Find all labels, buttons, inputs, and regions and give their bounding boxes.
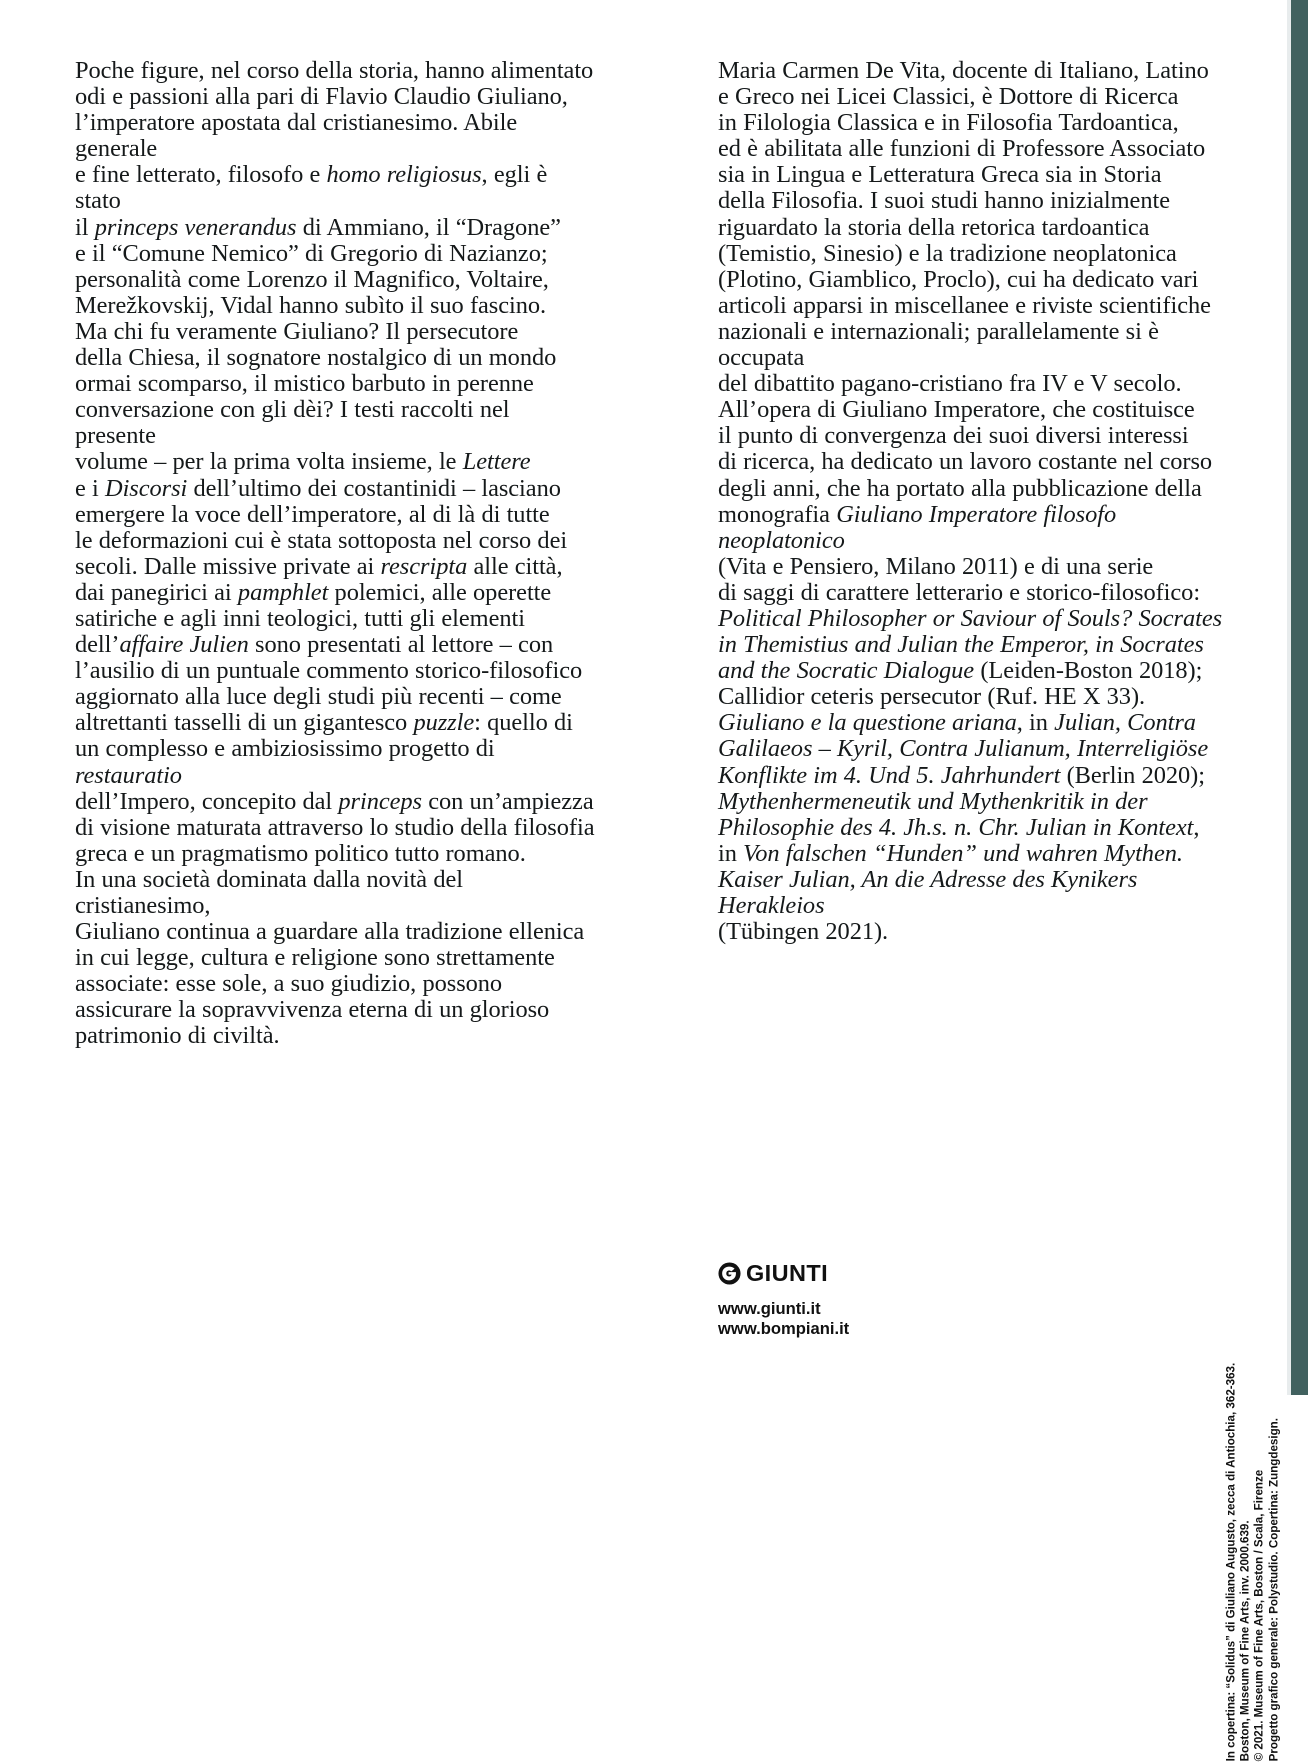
author-bio-line: di saggi di carattere letterario e storico-filosofico: <box>718 578 1201 606</box>
italic-title: Lettere <box>462 448 531 476</box>
blurb-line: associate: esse sole, a suo giudizio, possono <box>75 970 503 998</box>
author-bio-column <box>718 58 1238 945</box>
publisher-name: GIUNTI <box>746 1260 829 1286</box>
blurb-line: il princeps venerandus di Ammiano, il “Dragone” <box>75 213 561 241</box>
italic-title: princeps <box>338 787 422 815</box>
author-bio-line: (Tübingen 2021). <box>718 918 889 946</box>
cover-credits <box>1225 1363 1282 1762</box>
author-bio-line: Konflikte im 4. Und 5. Jahrhundert (Berlin 2020); <box>718 761 1205 789</box>
blurb-line: della Chiesa, il sognatore nostalgico di un mondo <box>75 344 557 372</box>
blurb-line: ormai scomparso, il mistico barbuto in perenne <box>75 370 534 398</box>
blurb-line: conversazione con gli dèi? I testi raccolti nel presente <box>75 396 510 450</box>
italic-title: rescripta <box>380 552 468 580</box>
publisher-logo-row <box>718 1262 849 1286</box>
blurb-text <box>75 58 595 1050</box>
blurb-line: secoli. Dalle missive private ai rescripta alle città, <box>75 552 563 580</box>
author-bio-line: monografia Giuliano Imperatore filosofo neoplatonico <box>718 500 1117 554</box>
author-bio-line: in Von falschen “Hunden” und wahren Mythen. <box>718 839 1183 867</box>
blurb-line: emergere la voce dell’imperatore, al di là di tutte <box>75 500 550 528</box>
blurb-line: personalità come Lorenzo il Magnifico, Voltaire, <box>75 265 549 293</box>
author-bio-line <box>718 606 1238 632</box>
author-bio-line: il punto di convergenza dei suoi diversi interessi <box>718 422 1189 450</box>
blurb-line: Giuliano continua a guardare alla tradizione ellenica <box>75 918 585 946</box>
credits-line: Boston, Museum of Fine Arts, inv. 2000.639. <box>1239 1520 1253 1762</box>
spine-edge-strip <box>1291 0 1308 1395</box>
author-bio-line: (Plotino, Giamblico, Proclo), cui ha dedicato vari <box>718 265 1199 293</box>
blurb-line: Poche figure, nel corso della storia, hanno alimentato <box>75 57 594 84</box>
author-bio-line: Philosophie des 4. Jh.s. n. Chr. Julian in Kontext, <box>718 813 1200 841</box>
italic-title: Discorsi <box>105 474 188 502</box>
italic-title: affaire Julien <box>119 631 249 659</box>
author-bio-line: and the Socratic Dialogue (Leiden-Boston 2018); <box>718 657 1203 685</box>
blurb-line: e il “Comune Nemico” di Gregorio di Nazianzo; <box>75 239 548 267</box>
italic-title: restauratio <box>75 761 182 789</box>
blurb-line: Ma chi fu veramente Giuliano? Il persecutore <box>75 317 519 345</box>
italic-title: princeps venerandus <box>94 213 297 241</box>
credits-line: In copertina: “Solidus” di Giuliano Augusto, zecca di Antiochia, 362-363. <box>1225 1363 1239 1762</box>
blurb-line: satiriche e agli inni teologici, tutti gli elementi <box>75 604 525 632</box>
italic-title: puzzle <box>413 709 475 737</box>
blurb-line: in cui legge, cultura e religione sono strettamente <box>75 944 555 972</box>
author-bio-line <box>718 867 1238 919</box>
blurb-line: di visione maturata attraverso lo studio della filosofia <box>75 813 595 841</box>
blurb-line: Merežkovskij, Vidal hanno subìto il suo fascino. <box>75 291 547 319</box>
author-bio-line: della Filosofia. I suoi studi hanno inizialmente <box>718 187 1170 215</box>
publisher-url[interactable]: www.giunti.it <box>718 1298 821 1318</box>
italic-title: Philosophie des 4. Jh.s. n. Chr. Julian in Kontext <box>718 813 1194 841</box>
author-bio-line: sia in Lingua e Letteratura Greca sia in Storia <box>718 161 1162 189</box>
author-bio-line: di ricerca, ha dedicato un lavoro costante nel corso <box>718 448 1213 476</box>
credits-line: © 2021. Museum of Fine Arts, Boston / Scala, Firenze <box>1253 1469 1267 1762</box>
blurb-line: assicurare la sopravvivenza eterna di un glorioso <box>75 996 550 1024</box>
italic-title: Giuliano Imperatore filosofo neoplatonico <box>718 500 1117 554</box>
blurb-line: dell’affaire Julien sono presentati al lettore – con <box>75 631 554 659</box>
author-bio-line <box>718 632 1238 658</box>
author-bio-line <box>718 789 1238 815</box>
blurb-line: volume – per la prima volta insieme, le Lettere <box>75 448 531 476</box>
blurb-line: dell’Impero, concepito dal princeps con un’ampiezza <box>75 787 594 815</box>
italic-title: pamphlet <box>237 578 329 606</box>
author-bio-line: riguardato la storia della retorica tardoantica <box>718 213 1150 241</box>
author-bio-line: (Temistio, Sinesio) e la tradizione neoplatonica <box>718 239 1177 267</box>
cover-credits-text <box>1225 1363 1282 1762</box>
publisher-urls <box>718 1299 849 1340</box>
author-bio-line: Giuliano e la questione ariana, in Julian, Contra <box>718 709 1196 737</box>
author-bio-line: e Greco nei Licei Classici, è Dottore di Ricerca <box>718 83 1179 111</box>
credits-line: Progetto grafico generale: Polystudio. Copertina: Zungdesign. <box>1267 1418 1281 1762</box>
italic-title: Galilaeos – Kyril, Contra Julianum, Interreligiöse <box>718 735 1209 763</box>
author-bio-line: del dibattito pagano-cristiano fra IV e V secolo. <box>718 370 1182 398</box>
author-bio-line: Callidior ceteris persecutor (Ruf. HE X 33). <box>718 683 1146 711</box>
blurb-line: In una società dominata dalla novità del cristianesimo, <box>75 865 463 919</box>
blurb-line: altrettanti tasselli di un gigantesco puzzle: quello di <box>75 709 573 737</box>
blurb-line: greca e un pragmatismo politico tutto romano. <box>75 839 526 867</box>
giunti-logo-icon <box>718 1262 741 1285</box>
italic-title: Konflikte im 4. Und 5. Jahrhundert <box>718 761 1061 789</box>
italic-title: Von falschen “Hunden” und wahren Mythen. <box>743 839 1183 867</box>
author-bio-line: articoli apparsi in miscellanee e riviste scientifiche <box>718 291 1211 319</box>
blurb-line: e fine letterato, filosofo e homo religiosus, egli è stato <box>75 161 548 215</box>
blurb-line: le deformazioni cui è stata sottoposta nel corso dei <box>75 526 568 554</box>
blurb-line: l’ausilio di un puntuale commento storico-filosofico <box>75 657 583 685</box>
italic-title: and the Socratic Dialogue <box>718 657 975 685</box>
blurb-line: dai panegirici ai pamphlet polemici, alle operette <box>75 578 552 606</box>
blurb-line: l’imperatore apostata dal cristianesimo. Abile generale <box>75 109 518 163</box>
publisher-block <box>718 1262 849 1340</box>
italic-title: Kaiser Julian, An die Adresse des Kynikers Herakleios <box>718 865 1138 919</box>
blurb-column <box>75 58 595 1050</box>
blurb-line: un complesso e ambiziosissimo progetto di restauratio <box>75 735 495 789</box>
author-bio-line: nazionali e internazionali; parallelamente si è occupata <box>718 317 1159 372</box>
italic-title: Julian, Contra <box>1054 709 1196 737</box>
author-bio-line: ed è abilitata alle funzioni di Professore Associato <box>718 135 1206 163</box>
italic-title: Giuliano e la questione ariana <box>718 709 1017 737</box>
author-bio-line: All’opera di Giuliano Imperatore, che costituisce <box>718 396 1195 424</box>
author-bio-line: degli anni, che ha portato alla pubblicazione della <box>718 474 1202 502</box>
italic-title: in Themistius and Julian the Emperor, in Socrates <box>718 631 1204 659</box>
italic-title: Political Philosopher or Saviour of Souls? Socrates <box>718 604 1223 632</box>
italic-title: homo religiosus <box>326 161 482 189</box>
blurb-line: e i Discorsi dell’ultimo dei costantinidi – lasciano <box>75 474 561 502</box>
blurb-line: aggiornato alla luce degli studi più recenti – come <box>75 683 562 711</box>
author-bio-line <box>718 736 1238 762</box>
blurb-line: odi e passioni alla pari di Flavio Claudio Giuliano, <box>75 83 568 111</box>
author-bio-line: Maria Carmen De Vita, docente di Italiano, Latino <box>718 57 1209 84</box>
author-bio-text <box>718 58 1238 945</box>
blurb-line: patrimonio di civiltà. <box>75 1022 280 1050</box>
author-bio-line: (Vita e Pensiero, Milano 2011) e di una serie <box>718 552 1154 580</box>
author-bio-line: in Filologia Classica e in Filosofia Tardoantica, <box>718 109 1179 137</box>
italic-title: Mythenhermeneutik und Mythenkritik in der <box>718 787 1148 815</box>
publisher-url[interactable]: www.bompiani.it <box>718 1319 850 1338</box>
